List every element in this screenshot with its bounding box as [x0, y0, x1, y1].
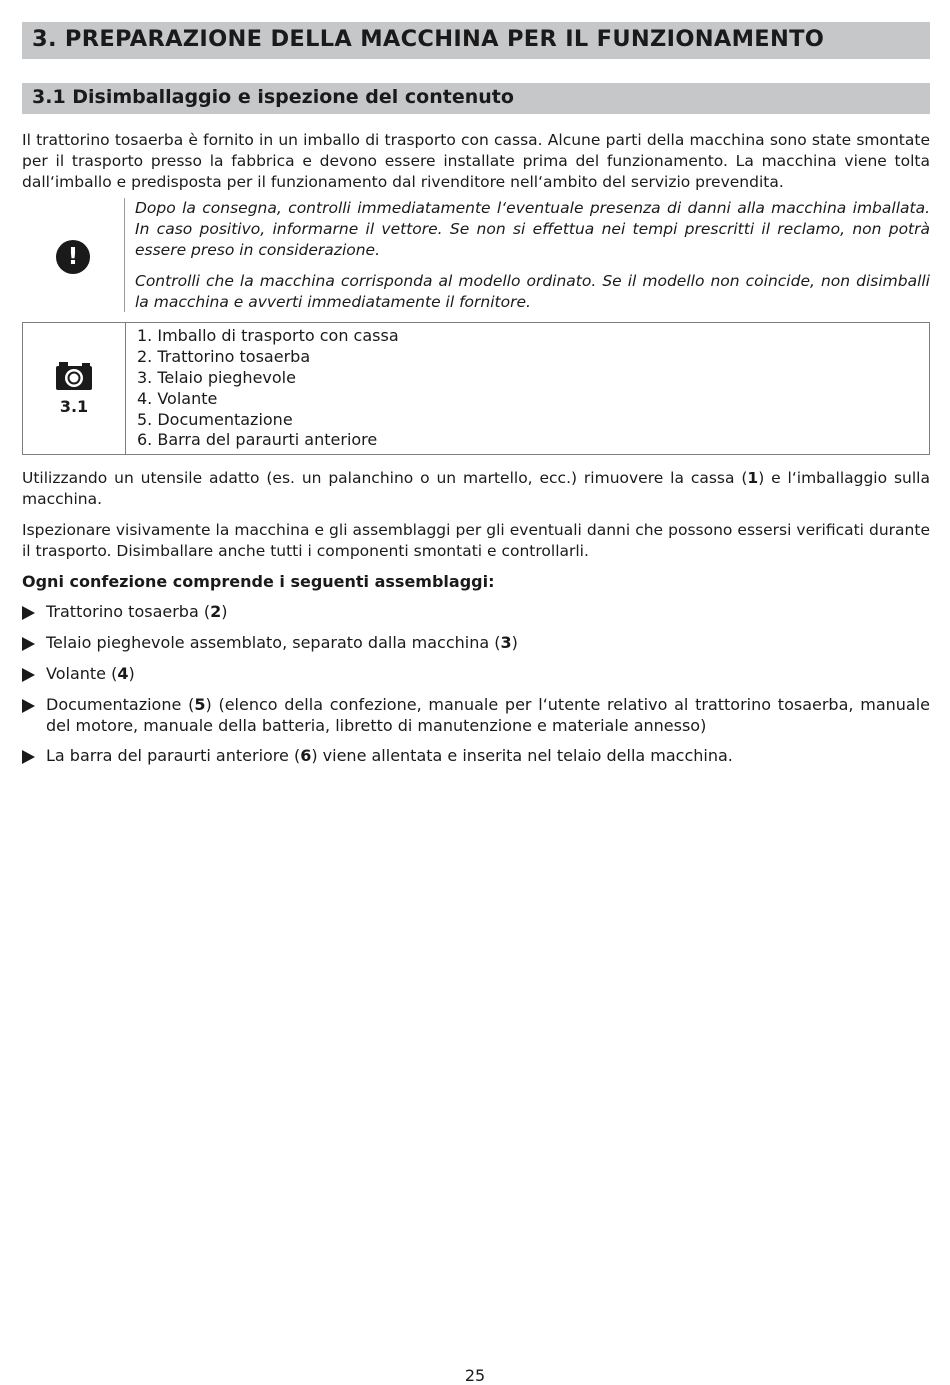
- list-item: 5. Documentazione: [137, 409, 293, 429]
- page-number: 25: [464, 1366, 486, 1385]
- figure-legend-box: [22, 322, 930, 455]
- item-ref: 5: [194, 694, 206, 714]
- triangle-bullet-icon: [22, 695, 46, 737]
- section-heading: 3. PREPARAZIONE DELLA MACCHINA PER IL FUNZIONAMENTO: [22, 22, 930, 59]
- list-item: 1. Imballo di trasporto con cassa: [137, 326, 399, 346]
- item-ref: 4: [117, 663, 129, 683]
- list-item: 2. Trattorino tosaerba: [137, 347, 311, 367]
- inspection-paragraph: Ispezionare visivamente la macchina e gli assemblaggi per gli eventuali danni che possono essersi verificati durante il trasporto. Disimballare anche tutti i componenti smontati e controllarli.: [22, 520, 930, 560]
- removal-text-end: ) e l‘imballaggio sulla macchina.: [22, 469, 930, 509]
- triangle-bullet-icon: [22, 746, 46, 767]
- triangle-bullet-icon: [22, 633, 46, 654]
- subsection-heading: 3.1 Disimballaggio e ispezione del contenuto: [22, 83, 930, 114]
- warning-icon-cell: [22, 198, 124, 312]
- list-item: [22, 633, 930, 654]
- list-item: [22, 602, 930, 623]
- figure-legend-list: [126, 323, 399, 454]
- triangle-bullet-icon: [22, 664, 46, 685]
- item-text: La barra del paraurti anteriore (: [46, 746, 301, 766]
- item-ref: 3: [500, 633, 512, 653]
- warning-block: [22, 198, 930, 312]
- item-ref: 6: [300, 746, 312, 766]
- warning-paragraph: Controlli che la macchina corrisponda al modello ordinato. Se il modello non coincide, non disimballi la macchina e avverti immediatamente il fornitore.: [135, 271, 930, 311]
- exclamation-icon: !: [56, 240, 90, 274]
- camera-icon: [55, 361, 93, 391]
- item-text-end: ): [221, 602, 228, 622]
- contents-list: [22, 602, 930, 767]
- list-item: [22, 664, 930, 685]
- list-item: [22, 746, 930, 767]
- removal-text: Utilizzando un utensile adatto (es. un palanchino o un martello, ecc.) rimuovere la cassa (: [22, 469, 748, 488]
- figure-reference: [23, 323, 126, 454]
- item-text: Trattorino tosaerba (: [46, 602, 211, 622]
- item-text-end: ) viene allentata e inserita nel telaio della macchina.: [311, 746, 733, 766]
- item-text-end: ): [128, 663, 135, 683]
- item-text: Volante (: [46, 663, 118, 683]
- contents-title: Ogni confezione comprende i seguenti assemblaggi:: [22, 571, 495, 591]
- item-ref: 2: [210, 602, 222, 622]
- triangle-bullet-icon: [22, 602, 46, 623]
- item-text-end: ) (elenco della confezione, manuale per l‘utente relativo al trattorino tosaerba, manuale del motore, manuale della batteria, libretto di manutenzione e materiale annesso): [46, 694, 930, 735]
- list-item: 6. Barra del paraurti anteriore: [137, 430, 378, 450]
- item-text: Documentazione (: [46, 694, 195, 714]
- warning-paragraph: Dopo la consegna, controlli immediatamente l‘eventuale presenza di danni alla macchina imballata. In caso positivo, informarne il vettore. Se non si effettua nei tempi prescritti il reclamo, non potrà essere preso in considerazione.: [135, 199, 930, 259]
- list-item: 4. Volante: [137, 388, 218, 408]
- warning-text: [124, 198, 930, 312]
- list-item: [22, 695, 930, 737]
- intro-paragraph: Il trattorino tosaerba è fornito in un imballo di trasporto con cassa. Alcune parti della macchina sono state smontate per il trasporto presso la fabbrica e devono essere installate prima del funzionamento. La macchina viene tolta dall‘imballo e predisposta per il funzionamento dal rivenditore nell‘ambito del servizio prevendita.: [22, 131, 930, 191]
- list-item: 3. Telaio pieghevole: [137, 367, 296, 387]
- page: [22, 22, 930, 767]
- item-text-end: ): [511, 633, 518, 653]
- removal-ref: 1: [747, 469, 759, 488]
- item-text: Telaio pieghevole assemblato, separato dalla macchina (: [46, 633, 501, 653]
- removal-paragraph: [22, 468, 930, 510]
- figure-number: 3.1: [59, 397, 89, 417]
